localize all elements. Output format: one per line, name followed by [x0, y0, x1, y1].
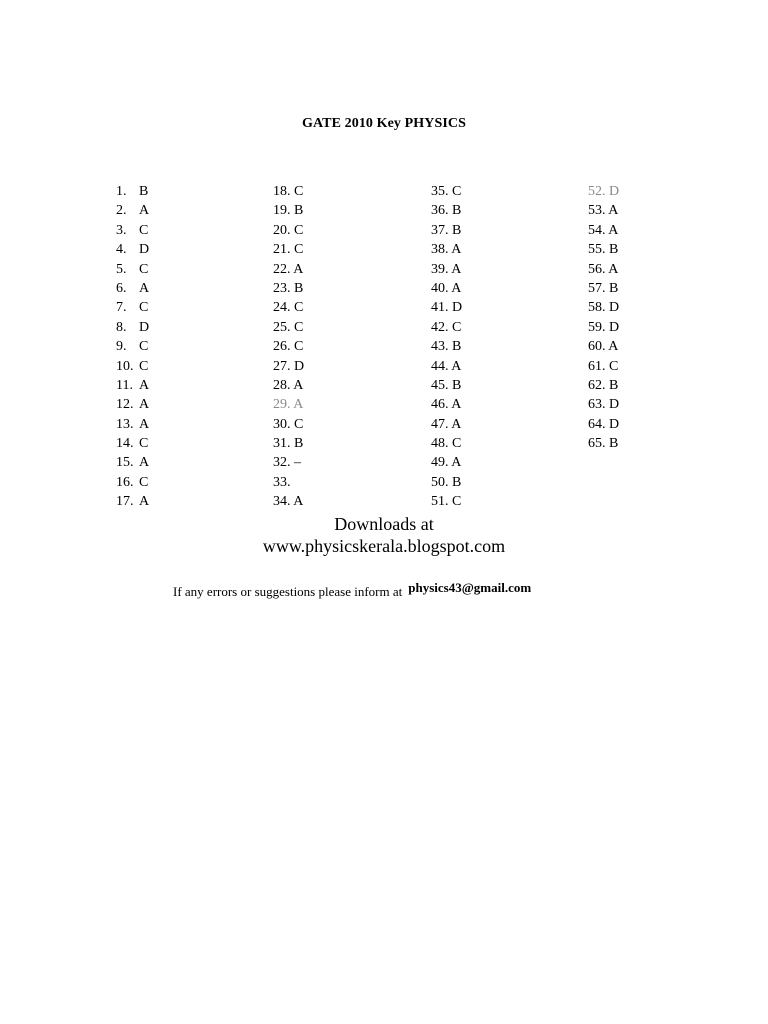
question-number: 8.	[116, 319, 127, 335]
answer-letter: C	[609, 358, 619, 374]
answer-letter: C	[139, 436, 149, 452]
answer-letter: C	[452, 184, 462, 199]
answer-item	[588, 318, 619, 337]
answer-item	[431, 318, 462, 337]
footer-message: If any errors or suggestions please inform at	[173, 584, 403, 599]
question-number: 6.	[116, 280, 127, 296]
answer-letter: D	[139, 242, 150, 258]
answer-letter: C	[294, 222, 304, 238]
answer-item	[431, 434, 462, 453]
answer-letter: B	[452, 339, 462, 355]
question-number: 15.	[116, 455, 134, 471]
answer-item	[588, 357, 619, 376]
question-number: 60.	[588, 339, 606, 355]
question-number: 10.	[116, 358, 134, 374]
question-number: 19.	[273, 203, 291, 219]
answer-item	[431, 492, 462, 511]
answer-letter: B	[139, 184, 149, 199]
answer-item	[273, 415, 304, 434]
answer-letter: A	[293, 377, 304, 393]
answer-letter: A	[139, 455, 150, 471]
answer-letter: A	[608, 222, 619, 238]
answer-item	[116, 434, 149, 453]
question-number: 28.	[273, 377, 291, 393]
answer-letter: A	[608, 261, 619, 277]
question-number: 12.	[116, 397, 134, 413]
answer-letter: A	[139, 377, 150, 393]
answer-letter: C	[294, 339, 304, 355]
answer-letter: –	[294, 455, 301, 471]
answer-item	[116, 240, 149, 259]
question-number: 57.	[588, 280, 606, 296]
question-number: 22.	[273, 261, 291, 277]
answer-item	[116, 376, 149, 395]
answer-letter: B	[609, 242, 619, 258]
downloads-label: Downloads at	[334, 514, 434, 534]
answer-item	[588, 337, 619, 356]
answer-letter: A	[451, 397, 462, 413]
answer-letter: C	[452, 494, 462, 510]
answer-letter: B	[452, 377, 462, 393]
question-number: 54.	[588, 222, 606, 238]
answer-letter: A	[293, 397, 304, 413]
answer-letter: D	[139, 319, 150, 335]
answer-letter: A	[608, 203, 619, 219]
answer-letter: A	[608, 339, 619, 355]
answer-item	[273, 240, 304, 259]
answer-letter: C	[139, 261, 149, 277]
question-number: 23.	[273, 280, 291, 296]
question-number: 38.	[431, 242, 449, 258]
answer-item	[431, 415, 462, 434]
answer-item	[431, 337, 462, 356]
answer-letter: A	[293, 261, 304, 277]
answer-item	[273, 376, 304, 395]
question-number: 53.	[588, 203, 606, 219]
question-number: 32.	[273, 455, 291, 471]
answer-item	[431, 221, 462, 240]
question-number: 20.	[273, 222, 291, 238]
question-number: 49.	[431, 455, 449, 471]
answer-item	[588, 240, 619, 259]
question-number: 4.	[116, 242, 127, 258]
question-number: 11.	[116, 377, 133, 393]
answer-letter: D	[452, 300, 463, 316]
question-number: 40.	[431, 280, 449, 296]
answer-item	[273, 260, 304, 279]
answer-item	[273, 298, 304, 317]
answer-letter: A	[139, 280, 150, 296]
answer-letter: B	[294, 203, 304, 219]
answer-column-4	[588, 182, 619, 453]
answer-letter: A	[293, 494, 304, 510]
question-number: 63.	[588, 397, 606, 413]
question-number: 55.	[588, 242, 606, 258]
answer-item	[588, 376, 619, 395]
answer-item	[273, 453, 304, 472]
answer-item	[273, 182, 304, 201]
answer-letter: A	[451, 416, 462, 432]
answer-letter: A	[139, 397, 150, 413]
answer-letter: B	[452, 222, 462, 238]
answer-letter: A	[451, 261, 462, 277]
question-number: 56.	[588, 261, 606, 277]
answer-item	[116, 260, 149, 279]
question-number: 18.	[273, 184, 291, 199]
question-number: 21.	[273, 242, 291, 258]
answer-letter: D	[609, 397, 620, 413]
question-number: 9.	[116, 339, 127, 355]
contact-email[interactable]: physics43@gmail.com	[408, 580, 532, 595]
answer-letter: C	[294, 184, 304, 199]
question-number: 64.	[588, 416, 606, 432]
answer-item	[273, 337, 304, 356]
question-number: 5.	[116, 261, 127, 277]
question-number: 50.	[431, 474, 449, 490]
answer-item	[273, 357, 304, 376]
question-number: 59.	[588, 319, 606, 335]
question-number: 36.	[431, 203, 449, 219]
question-number: 25.	[273, 319, 291, 335]
answer-item	[273, 492, 304, 511]
answer-item	[273, 395, 304, 414]
answer-letter: B	[609, 280, 619, 296]
question-number: 61.	[588, 358, 606, 374]
answer-letter: A	[451, 242, 462, 258]
answer-letter: A	[139, 494, 150, 510]
question-number: 52.	[588, 184, 606, 199]
answer-letter: C	[294, 416, 304, 432]
question-number: 37.	[431, 222, 449, 238]
answer-item	[273, 279, 304, 298]
answer-item	[116, 182, 149, 201]
answer-item	[273, 221, 304, 240]
answer-letter: B	[609, 377, 619, 393]
answer-letter: B	[294, 436, 304, 452]
answer-item	[588, 434, 619, 453]
question-number: 7.	[116, 300, 127, 316]
answer-column-2	[273, 182, 304, 512]
question-number: 24.	[273, 300, 291, 316]
answer-item	[116, 453, 149, 472]
answer-letter: B	[294, 280, 304, 296]
answer-item	[273, 473, 304, 492]
answer-letter: D	[609, 300, 620, 316]
question-number: 29.	[273, 397, 291, 413]
answer-item	[431, 182, 462, 201]
question-number: 16.	[116, 474, 134, 490]
question-number: 1.	[116, 184, 127, 199]
answer-letter: A	[451, 358, 462, 374]
answer-letter: C	[139, 474, 149, 490]
page-title: GATE 2010 Key PHYSICS	[301, 116, 467, 131]
answer-letter: C	[139, 358, 149, 374]
question-number: 51.	[431, 494, 449, 510]
answer-letter: D	[294, 358, 305, 374]
answer-item	[116, 318, 149, 337]
question-number: 31.	[273, 436, 291, 452]
downloads-block	[0, 513, 768, 557]
question-number: 43.	[431, 339, 449, 355]
answer-letter: C	[139, 339, 149, 355]
answer-item	[273, 201, 304, 220]
answer-item	[116, 298, 149, 317]
answer-letter: C	[452, 436, 462, 452]
question-number: 30.	[273, 416, 291, 432]
answer-item	[116, 415, 149, 434]
question-number: 13.	[116, 416, 134, 432]
question-number: 58.	[588, 300, 606, 316]
answer-item	[116, 492, 149, 511]
answer-item	[116, 201, 149, 220]
answer-letter: C	[139, 300, 149, 316]
question-number: 41.	[431, 300, 449, 316]
answer-item	[273, 318, 304, 337]
question-number: 33.	[273, 474, 291, 490]
answer-item	[431, 453, 462, 472]
answer-letter: B	[609, 436, 619, 452]
answer-item	[116, 337, 149, 356]
question-number: 34.	[273, 494, 291, 510]
answer-item	[431, 357, 462, 376]
answer-item	[588, 182, 619, 201]
answer-item	[431, 201, 462, 220]
question-number: 42.	[431, 319, 449, 335]
answer-letter: D	[609, 416, 620, 432]
question-number: 46.	[431, 397, 449, 413]
answer-column-1	[116, 182, 149, 512]
answer-item	[431, 473, 462, 492]
question-number: 47.	[431, 416, 449, 432]
answer-letter: B	[452, 474, 462, 490]
answer-letter: A	[139, 203, 150, 219]
answer-letter: A	[139, 416, 150, 432]
question-number: 44.	[431, 358, 449, 374]
answer-letter: A	[451, 455, 462, 471]
footer-note	[173, 580, 532, 600]
answer-item	[116, 357, 149, 376]
answer-item	[588, 221, 619, 240]
question-number: 39.	[431, 261, 449, 277]
answer-item	[588, 201, 619, 220]
question-number: 2.	[116, 203, 127, 219]
answer-letter: D	[609, 184, 620, 199]
answer-item	[588, 279, 619, 298]
answer-item	[431, 240, 462, 259]
answer-letter: B	[452, 203, 462, 219]
question-number: 45.	[431, 377, 449, 393]
question-number: 17.	[116, 494, 134, 510]
question-number: 62.	[588, 377, 606, 393]
answer-letter: C	[139, 222, 149, 238]
answer-item	[116, 395, 149, 414]
answer-item	[431, 279, 462, 298]
question-number: 14.	[116, 436, 134, 452]
answer-item	[431, 260, 462, 279]
answer-item	[588, 260, 619, 279]
question-number: 27.	[273, 358, 291, 374]
answer-item	[431, 395, 462, 414]
answer-letter: C	[294, 242, 304, 258]
answer-item	[431, 376, 462, 395]
answer-letter: A	[451, 280, 462, 296]
answer-item	[588, 395, 619, 414]
answer-item	[116, 279, 149, 298]
question-number: 48.	[431, 436, 449, 452]
answer-item	[273, 434, 304, 453]
answer-item	[431, 298, 462, 317]
question-number: 35.	[431, 184, 449, 199]
question-number: 3.	[116, 222, 127, 238]
question-number: 26.	[273, 339, 291, 355]
answer-letter: D	[609, 319, 620, 335]
answer-item	[116, 221, 149, 240]
answer-letter: C	[452, 319, 462, 335]
answer-letter: C	[294, 319, 304, 335]
answer-item	[116, 473, 149, 492]
answer-item	[588, 415, 619, 434]
answer-letter: C	[294, 300, 304, 316]
answer-column-3	[431, 182, 462, 512]
answer-item	[588, 298, 619, 317]
website-url[interactable]: www.physicskerala.blogspot.com	[262, 536, 506, 556]
question-number: 65.	[588, 436, 606, 452]
